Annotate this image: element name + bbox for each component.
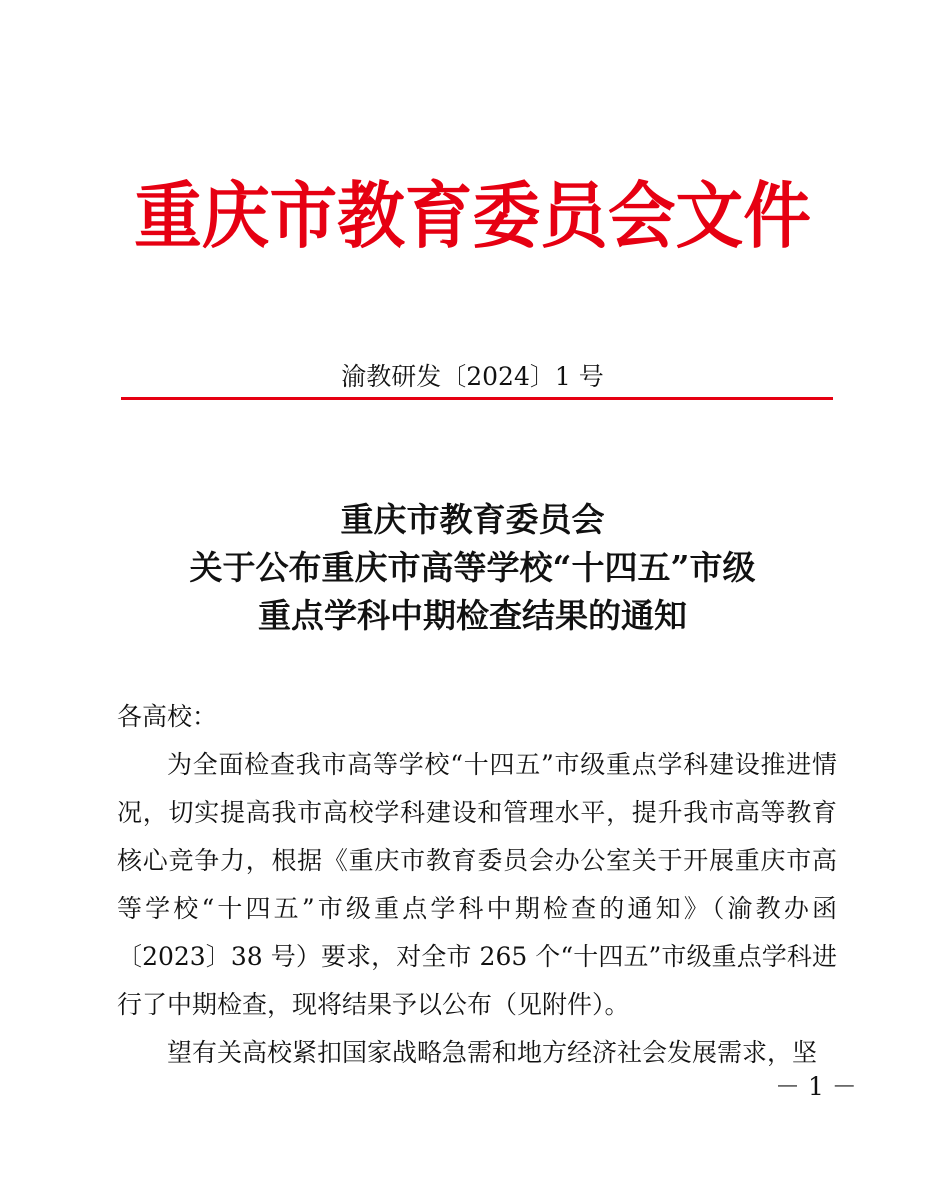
paragraph-2: 望有关高校紧扣国家战略急需和地方经济社会发展需求，坚: [167, 1038, 818, 1067]
title-line-1: 重庆市教育委员会: [340, 500, 605, 539]
document-masthead: 重庆市教育委员会文件: [134, 174, 811, 258]
document-number: 渝教研发〔2024〕1 号: [341, 362, 604, 391]
title-line-2: 关于公布重庆市高等学校“十四五”市级: [189, 548, 756, 587]
paragraph-1: 为全面检查我市高等学校“十四五”市级重点学科建设推进情况，切实提高我市高校学科建设和管理水平，提升我市高等教育核心竞争力，根据《重庆市教育委员会办公室关于开展重庆市高等学校“十四五”市级重点学科中期检查的通知》（渝教办函〔2023〕38 号）要求，对全市 265 个“十四五”市级重点学科进行了中期检查，现将结果予以公布（见附件）。: [117, 750, 837, 1019]
body-text: [117, 741, 837, 1077]
document-title: [0, 496, 945, 640]
title-line-3: 重点学科中期检查结果的通知: [258, 596, 687, 635]
salutation: 各高校：: [117, 702, 218, 731]
red-separator-line: [121, 397, 833, 400]
page-number: － 1 －: [775, 1072, 857, 1101]
